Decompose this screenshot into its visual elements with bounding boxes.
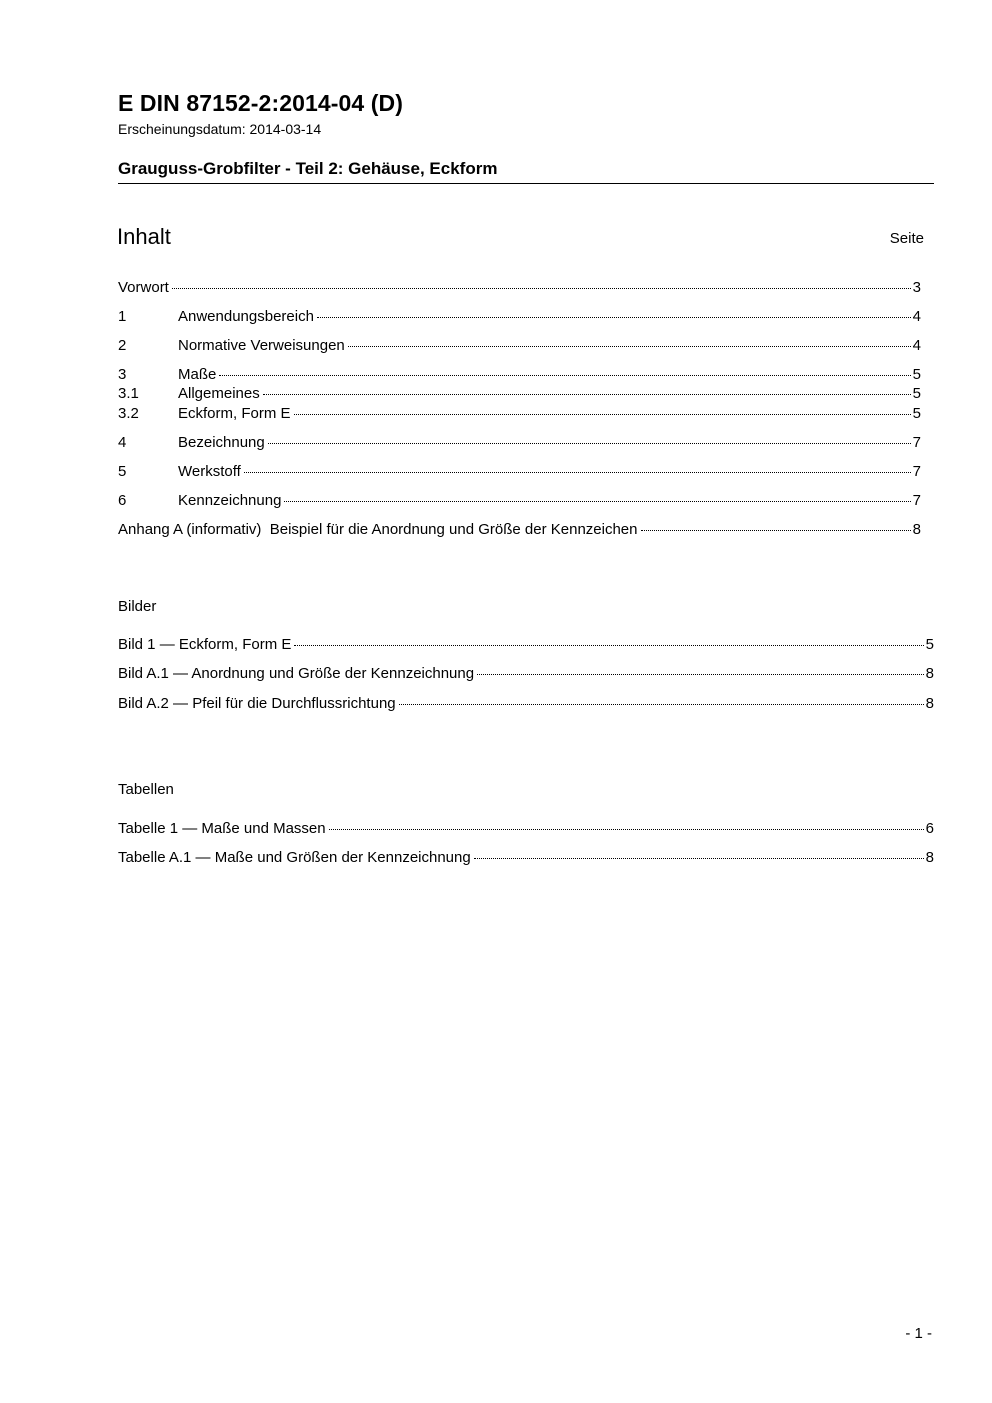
toc-entry-3-2[interactable] <box>118 404 921 424</box>
toc-entry-vorwort[interactable] <box>118 278 921 298</box>
document-id: E DIN 87152-2:2014-04 (D) <box>118 90 404 116</box>
toc-entry-page: 7 <box>912 492 921 509</box>
table-entry-label: Tabelle 1 — Maße und Massen <box>118 820 326 837</box>
dot-leader <box>474 858 924 859</box>
page-number: - 1 - <box>905 1325 932 1342</box>
figures-heading: Bilder <box>118 598 157 615</box>
dot-leader <box>294 414 911 415</box>
dot-leader <box>477 674 924 675</box>
toc-entry-5[interactable] <box>118 462 921 482</box>
table-entry[interactable] <box>118 848 934 868</box>
toc-entry-1[interactable] <box>118 307 921 327</box>
dot-leader <box>294 645 923 646</box>
tables-heading: Tabellen <box>118 781 174 798</box>
toc-entry-page: 5 <box>912 405 921 422</box>
toc-entry-number: 3.1 <box>118 385 139 402</box>
toc-entry-page: 7 <box>912 463 921 480</box>
figure-entry-label: Bild A.1 — Anordnung und Größe der Kennzeichnung <box>118 665 475 682</box>
toc-entry-label: Eckform, Form E <box>178 405 291 422</box>
toc-entry-number: 2 <box>118 337 127 354</box>
toc-entry-label: Anhang A (informativ) Beispiel für die Anordnung und Größe der Kennzeichen <box>118 521 638 538</box>
document-title: Grauguss-Grobfilter - Teil 2: Gehäuse, Eckform <box>118 159 498 178</box>
publication-date: Erscheinungsdatum: 2014-03-14 <box>118 121 322 137</box>
dot-leader <box>284 501 910 502</box>
figure-entry-page: 5 <box>925 636 934 653</box>
table-entry[interactable] <box>118 819 934 839</box>
dot-leader <box>263 394 911 395</box>
figure-entry-label: Bild A.2 — Pfeil für die Durchflussrichtung <box>118 695 396 712</box>
figure-entry[interactable] <box>118 694 934 714</box>
table-entry-label: Tabelle A.1 — Maße und Größen der Kennzeichnung <box>118 849 471 866</box>
toc-entry-number: 3 <box>118 366 127 383</box>
toc-entry-3-1[interactable] <box>118 384 921 404</box>
dot-leader <box>219 375 910 376</box>
toc-entry-page: 5 <box>912 385 921 402</box>
toc-entry-number: 5 <box>118 463 127 480</box>
figure-entry[interactable] <box>118 664 934 684</box>
toc-entry-label: Kennzeichnung <box>178 492 282 509</box>
dot-leader <box>329 829 924 830</box>
toc-entry-page: 4 <box>912 308 921 325</box>
figure-entry[interactable] <box>118 635 934 655</box>
toc-entry-number: 3.2 <box>118 405 139 422</box>
dot-leader <box>348 346 911 347</box>
toc-entry-number: 6 <box>118 492 127 509</box>
dot-leader <box>268 443 911 444</box>
toc-entry-3[interactable] <box>118 365 921 385</box>
dot-leader <box>641 530 911 531</box>
dot-leader <box>172 288 911 289</box>
toc-entry-label: Maße <box>178 366 217 383</box>
toc-entry-page: 8 <box>912 521 921 538</box>
dot-leader <box>317 317 911 318</box>
toc-entry-label: Allgemeines <box>178 385 260 402</box>
toc-entry-page: 7 <box>912 434 921 451</box>
toc-entry-label: Vorwort <box>118 279 169 296</box>
figure-entry-page: 8 <box>925 665 934 682</box>
toc-entry-label: Bezeichnung <box>178 434 265 451</box>
figure-entry-label: Bild 1 — Eckform, Form E <box>118 636 292 653</box>
figure-entry-page: 8 <box>925 695 934 712</box>
page-column-label: Seite <box>889 230 924 247</box>
toc-entry-label: Normative Verweisungen <box>178 337 345 354</box>
toc-entry-label: Anwendungsbereich <box>178 308 314 325</box>
toc-entry-page: 5 <box>912 366 921 383</box>
title-divider <box>118 183 934 184</box>
toc-entry-6[interactable] <box>118 491 921 511</box>
toc-entry-number: 4 <box>118 434 127 451</box>
table-entry-page: 8 <box>925 849 934 866</box>
table-entry-page: 6 <box>925 820 934 837</box>
toc-heading: Inhalt <box>117 224 171 249</box>
dot-leader <box>244 472 911 473</box>
toc-entry-page: 3 <box>912 279 921 296</box>
toc-entry-4[interactable] <box>118 433 921 453</box>
dot-leader <box>399 704 924 705</box>
toc-entry-2[interactable] <box>118 336 921 356</box>
toc-entry-page: 4 <box>912 337 921 354</box>
toc-entry-label: Werkstoff <box>178 463 241 480</box>
toc-entry-number: 1 <box>118 308 127 325</box>
toc-entry-annex-a[interactable] <box>118 520 921 540</box>
